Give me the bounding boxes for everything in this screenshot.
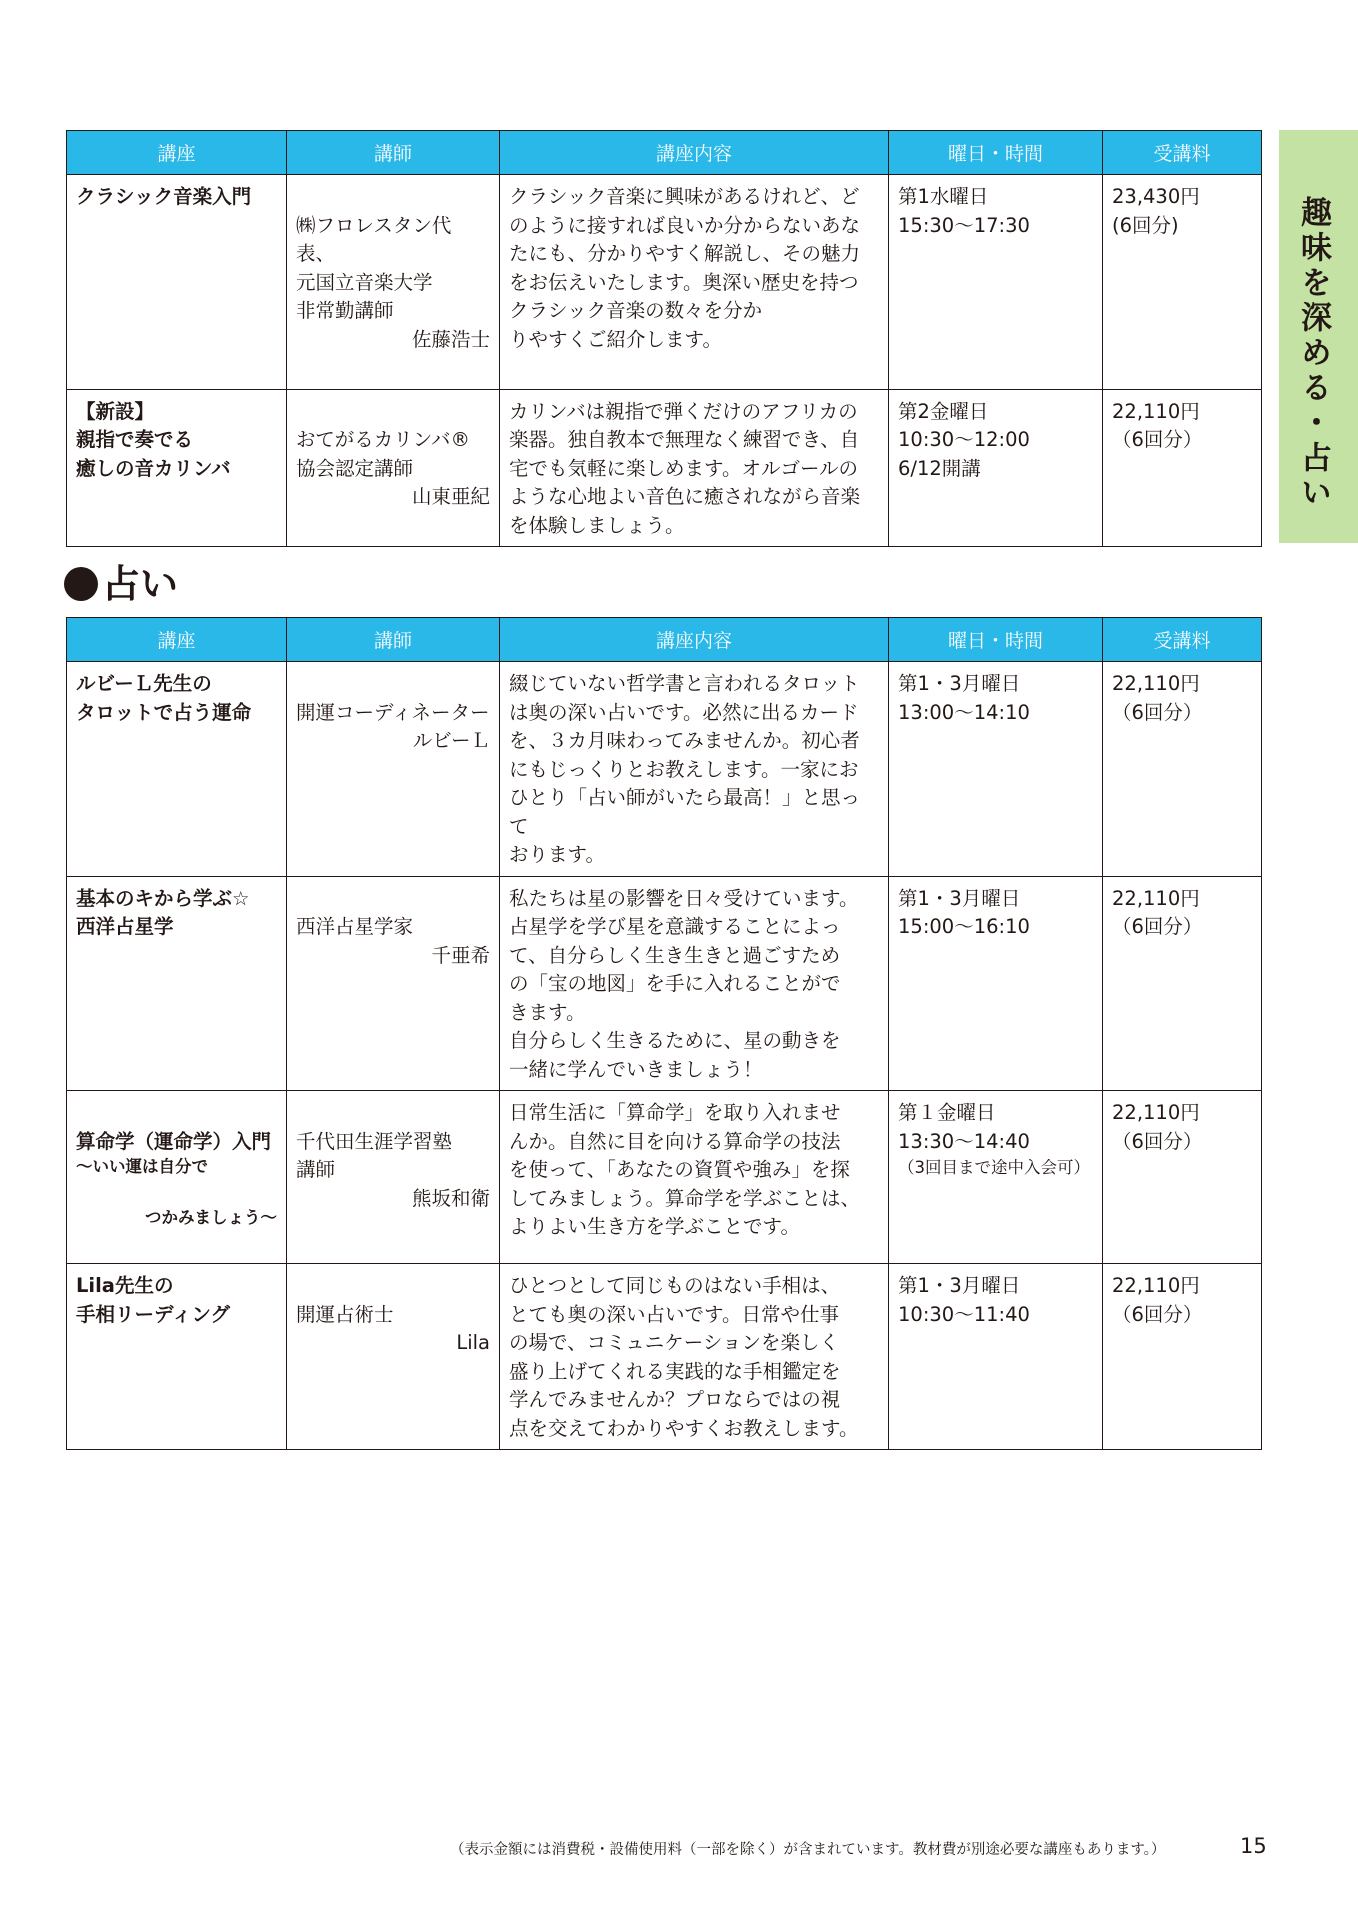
course-schedule: 第１金曜日 13:30〜14:40 bbox=[898, 1101, 1030, 1153]
page-number: 15 bbox=[1240, 1834, 1267, 1858]
course-name: ルビーＬ先生の タロットで占う運命 bbox=[67, 662, 287, 877]
course-fee: 22,110円 （6回分） bbox=[1103, 1264, 1262, 1450]
instructor-cell bbox=[287, 175, 500, 390]
course-name-cell bbox=[67, 1091, 287, 1264]
bullet-icon bbox=[64, 567, 98, 601]
course-schedule: 第1・3月曜日 10:30〜11:40 bbox=[889, 1264, 1103, 1450]
table-row bbox=[67, 1264, 1262, 1450]
header-course: 講座 bbox=[67, 618, 287, 662]
instructor-title: 西洋占星学家 bbox=[296, 915, 414, 938]
instructor-name: Lila bbox=[456, 1331, 490, 1354]
header-schedule: 曜日・時間 bbox=[889, 131, 1103, 175]
course-content: カリンバは親指で弾くだけのアフリカの 楽器。独自教本で無理なく練習でき、自 宅でも気軽に楽しめます。オルゴールの ような心地よい音色に癒されながら音楽 を体験しましょう。 bbox=[500, 389, 889, 547]
section-title-text: 占い bbox=[102, 562, 179, 606]
table-row bbox=[67, 389, 1262, 547]
course-name: Lila先生の 手相リーディング bbox=[67, 1264, 287, 1450]
table-row bbox=[67, 175, 1262, 390]
course-content: 綴じていない哲学書と言われるタロット は奥の深い占いです。必然に出るカード を、３カ月味わってみませんか。初心者 にもじっくりとお教えします。一家にお ひとり「占い師がいたら最高！」と思って おります。 bbox=[500, 662, 889, 877]
course-fee: 23,430円 (6回分) bbox=[1103, 175, 1262, 390]
course-subtitle-1: 〜いい運は自分で bbox=[76, 1157, 208, 1176]
side-tab-label: 趣味を深める・占い bbox=[1295, 196, 1331, 511]
instructor-cell bbox=[287, 876, 500, 1091]
instructor-cell bbox=[287, 662, 500, 877]
course-name: 算命学（運命学）入門 bbox=[76, 1129, 272, 1153]
instructor-title: おてがるカリンバ® 協会認定講師 bbox=[296, 428, 470, 480]
price-footnote: （表示金額には消費税・設備使用料（一部を除く）が含まれています。教材費が別途必要な講座もあります。） bbox=[450, 1842, 1166, 1858]
course-content: クラシック音楽に興味があるけれど、ど のように接すれば良いか分からないあな たにも、分かりやすく解説し、その魅力 をお伝えいたします。奥深い歴史を持つ クラシック音楽の数々を分か りやすくご紹介します。 bbox=[500, 175, 889, 390]
course-schedule: 第1・3月曜日 13:00〜14:10 bbox=[889, 662, 1103, 877]
instructor-title: 開運コーディネーター bbox=[296, 700, 490, 724]
schedule-note: （3回目まで途中入会可） bbox=[898, 1158, 1090, 1177]
course-subtitle-2: つかみましょう〜 bbox=[145, 1207, 277, 1227]
table-header-row bbox=[67, 131, 1262, 175]
instructor-cell bbox=[287, 1091, 500, 1264]
section-heading bbox=[64, 562, 178, 606]
table-header-row bbox=[67, 618, 1262, 662]
fortune-course-table bbox=[66, 617, 1262, 1450]
instructor-name: ルビーＬ bbox=[412, 729, 490, 752]
course-fee: 22,110円 （6回分） bbox=[1103, 662, 1262, 877]
header-schedule: 曜日・時間 bbox=[889, 618, 1103, 662]
header-fee: 受講料 bbox=[1103, 618, 1262, 662]
instructor-title: 開運占術士 bbox=[296, 1302, 394, 1326]
header-instructor: 講師 bbox=[287, 618, 500, 662]
header-content: 講座内容 bbox=[500, 618, 889, 662]
instructor-name: 熊坂和衛 bbox=[411, 1186, 490, 1210]
header-fee: 受講料 bbox=[1103, 131, 1262, 175]
instructor-title: 千代田生涯学習塾 講師 bbox=[296, 1129, 453, 1181]
course-name: 基本のキから学ぶ☆ 西洋占星学 bbox=[67, 876, 287, 1091]
course-schedule-cell bbox=[889, 1091, 1103, 1264]
table-row bbox=[67, 662, 1262, 877]
course-schedule: 第1水曜日 15:30〜17:30 bbox=[889, 175, 1103, 390]
instructor-cell bbox=[287, 389, 500, 547]
table-row bbox=[67, 1091, 1262, 1264]
course-name: クラシック音楽入門 bbox=[67, 175, 287, 390]
course-fee: 22,110円 （6回分） bbox=[1103, 389, 1262, 547]
course-name: 【新設】 親指で奏でる 癒しの音カリンバ bbox=[67, 389, 287, 547]
instructor-name: 千亜希 bbox=[431, 943, 490, 967]
header-content: 講座内容 bbox=[500, 131, 889, 175]
course-content: 日常生活に「算命学」を取り入れませ んか。自然に目を向ける算命学の技法 を使って、「あなたの資質や強み」を探 してみましょう。算命学を学ぶことは、 よりよい生き方を学ぶことです。 bbox=[500, 1091, 889, 1264]
instructor-title: ㈱フロレスタン代表、 元国立音楽大学 非常勤講師 bbox=[296, 213, 452, 322]
course-content: ひとつとして同じものはない手相は、 とても奥の深い占いです。日常や仕事 の場で、コミュニケーションを楽しく 盛り上げてくれる実践的な手相鑑定を 学んでみませんか？プロならではの視 点を交えてわかりやすくお教えします。 bbox=[500, 1264, 889, 1450]
course-fee: 22,110円 （6回分） bbox=[1103, 1091, 1262, 1264]
hobby-course-table bbox=[66, 130, 1262, 547]
header-instructor: 講師 bbox=[287, 131, 500, 175]
instructor-cell bbox=[287, 1264, 500, 1450]
header-course: 講座 bbox=[67, 131, 287, 175]
instructor-name: 山東亜紀 bbox=[411, 485, 490, 508]
course-fee: 22,110円 （6回分） bbox=[1103, 876, 1262, 1091]
course-schedule: 第1・3月曜日 15:00〜16:10 bbox=[889, 876, 1103, 1091]
table-row bbox=[67, 876, 1262, 1091]
instructor-name: 佐藤浩士 bbox=[411, 327, 490, 351]
course-schedule: 第2金曜日 10:30〜12:00 6/12開講 bbox=[889, 389, 1103, 547]
course-content: 私たちは星の影響を日々受けています。 占星学を学び星を意識することによっ て、自分らしく生き生きと過ごすため の「宝の地図」を手に入れることがで きます。 自分らしく生きるために、星の動きを 一緒に学んでいきましょう！ bbox=[500, 876, 889, 1091]
